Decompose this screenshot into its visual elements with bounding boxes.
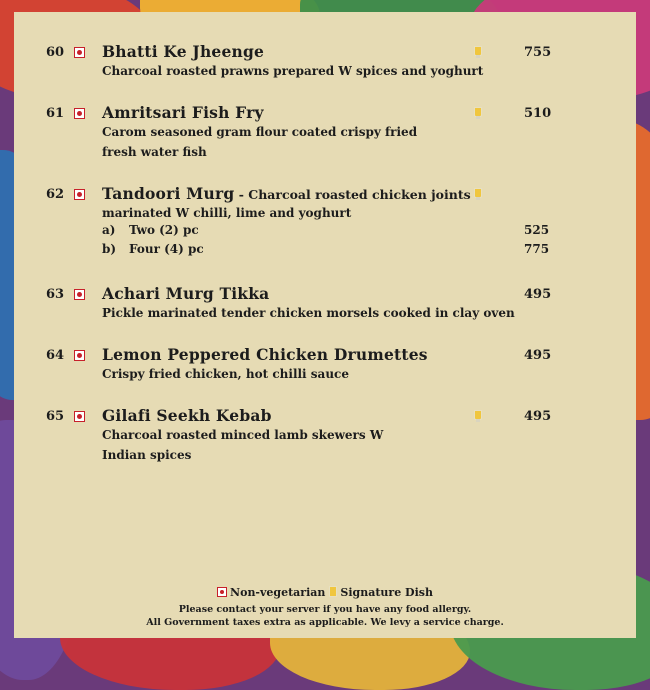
item-name xyxy=(102,345,428,364)
item-description xyxy=(102,122,562,162)
item-name xyxy=(102,103,264,122)
item-description xyxy=(102,203,562,223)
option-text: Two (2) pc xyxy=(129,223,199,237)
menu-page xyxy=(14,12,636,638)
item-name-text: Lemon Peppered Chicken Drumettes xyxy=(102,345,428,364)
signature-legend-label: Signature Dish xyxy=(340,586,433,599)
item-price: 495 xyxy=(524,348,552,363)
option-text: Four (4) pc xyxy=(129,242,204,256)
option-label: a) xyxy=(102,223,116,237)
item-name-text: Achari Murg Tikka xyxy=(102,284,270,303)
description-line: Pickle marinated tender chicken morsels cooked in clay oven xyxy=(102,306,515,320)
option-label: b) xyxy=(102,242,117,256)
description-line: fresh water fish xyxy=(102,145,207,159)
signature-icon xyxy=(474,46,482,58)
item-name xyxy=(102,184,471,203)
item-price: 755 xyxy=(524,45,552,60)
item-name-text: Tandoori Murg xyxy=(102,184,235,203)
item-name xyxy=(102,42,264,61)
description-line: Carom seasoned gram flour coated crispy fried xyxy=(102,125,418,139)
description-line: marinated W chilli, lime and yoghurt xyxy=(102,206,352,220)
item-name-text: Amritsari Fish Fry xyxy=(102,103,264,122)
non-veg-icon xyxy=(74,108,85,119)
item-subtitle: - Charcoal roasted chicken joints xyxy=(234,187,471,202)
item-description xyxy=(102,425,562,465)
item-number: 60 xyxy=(46,45,65,60)
description-line: Indian spices xyxy=(102,448,192,462)
item-price: 495 xyxy=(524,409,552,424)
item-number: 62 xyxy=(46,187,65,202)
allergy-note: Please contact your server if you have any food allergy. xyxy=(178,604,472,615)
item-description xyxy=(102,364,562,384)
item-name-text: Bhatti Ke Jheenge xyxy=(102,42,265,61)
item-price: 495 xyxy=(524,287,552,302)
legend-icons xyxy=(14,586,636,599)
signature-icon xyxy=(474,107,482,119)
non-veg-icon xyxy=(74,289,85,300)
description-line: Charcoal roasted prawns prepared W spices and yoghurt xyxy=(102,64,484,78)
item-description xyxy=(102,303,562,323)
item-number: 64 xyxy=(46,348,65,363)
item-name xyxy=(102,284,269,303)
option-price: 525 xyxy=(524,223,550,237)
signature-legend-icon xyxy=(329,586,337,597)
non-veg-icon xyxy=(74,350,85,361)
item-name xyxy=(102,406,272,425)
item-price: 510 xyxy=(524,106,552,121)
non-veg-icon xyxy=(74,47,85,58)
item-number: 63 xyxy=(46,287,65,302)
description-line: Charcoal roasted minced lamb skewers W xyxy=(102,428,384,442)
signature-icon xyxy=(474,188,482,200)
non-veg-icon xyxy=(74,411,85,422)
non-veg-icon xyxy=(74,189,85,200)
non-veg-legend-label: Non-vegetarian xyxy=(230,586,326,599)
option-price: 775 xyxy=(524,242,550,256)
signature-icon xyxy=(474,410,482,422)
tax-note: All Government taxes extra as applicable. We levy a service charge. xyxy=(146,617,504,628)
item-number: 65 xyxy=(46,409,65,424)
item-number: 61 xyxy=(46,106,65,121)
description-line: Crispy fried chicken, hot chilli sauce xyxy=(102,367,349,381)
non-veg-legend-icon xyxy=(217,587,227,597)
item-description xyxy=(102,61,562,81)
item-name-text: Gilafi Seekh Kebab xyxy=(102,406,272,425)
